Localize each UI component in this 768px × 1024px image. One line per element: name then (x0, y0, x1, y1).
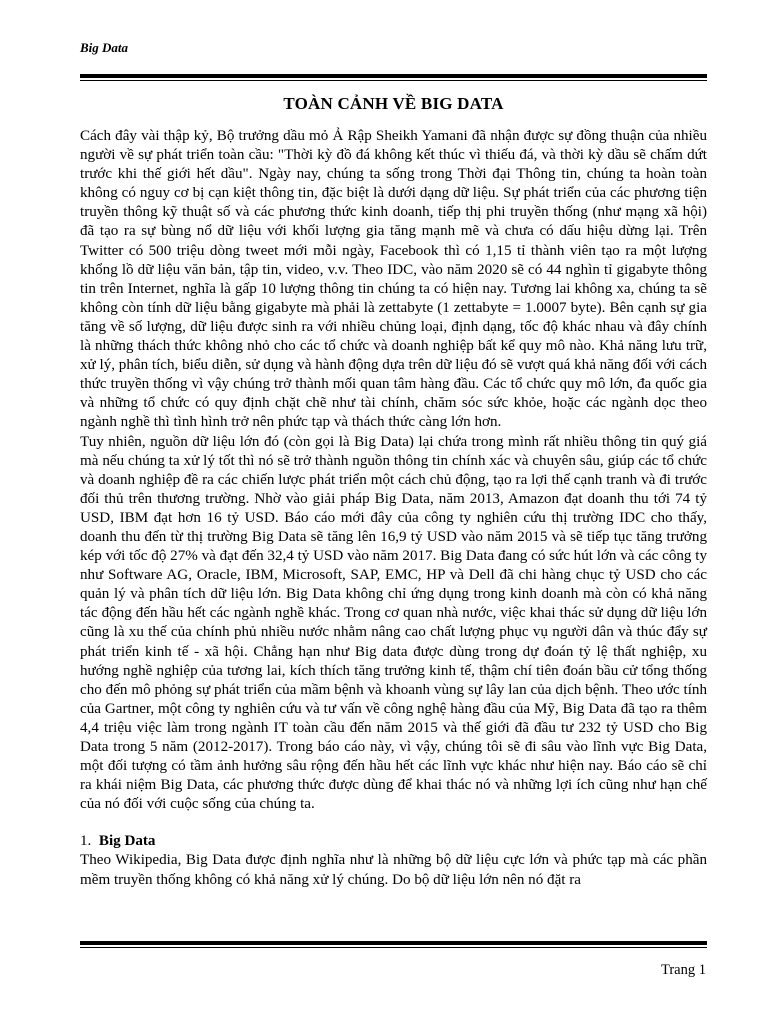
paragraph: Cách đây vài thập kỷ, Bộ trưởng dầu mỏ Ả Rập Sheikh Yamani đã nhận được sự đồng thuận của nhiều người về sự phát triển toàn cầu: "Thời kỳ đồ đá không kết thúc vì thiếu đá, và thời kỳ dầu sẽ chấm dứt trước khi thế giới hết dầu". Ngày nay, chúng ta sống trong Thời đại Thông tin, chúng ta hoàn toàn không có nguy cơ bị cạn kiệt thông tin, đặc biệt là dưới dạng dữ liệu. Sự phát triển của các phương tiện truyền thông kỹ thuật số và các phương thức kinh doanh, tiếp thị phi truyền thống (như mạng xã hội) đã tạo ra sự bùng nổ dữ liệu với khối lượng gia tăng mạnh mẽ và chưa có dấu hiệu dừng lại. Trên Twitter có 500 triệu dòng tweet mới mỗi ngày, Facebook thì có 1,15 tỉ thành viên tạo ra một lượng khổng lồ dữ liệu văn bản, tập tin, video, v.v. Theo IDC, vào năm 2020 sẽ có 44 nghìn tỉ gigabyte thông tin trên Internet, nghĩa là gấp 10 lượng thông tin chúng ta có hiện nay. Tương lai không xa, chúng ta sẽ không còn tính dữ liệu bằng gigabyte mà phải là zettabyte (1 zettabyte = 1.0007 byte). Bên cạnh sự gia tăng về số lượng, dữ liệu được sinh ra với nhiều chủng loại, định dạng, tốc độ khác nhau và đây chính là những thách thức không nhỏ cho các tổ chức và doanh nghiệp bất kể quy mô nào. Khả năng lưu trữ, xử lý, phân tích, biểu diễn, sử dụng và hành động dựa trên dữ liệu đó sẽ vượt quá khả năng đối với cách thức truyền thống vì vậy chúng trở thành mối quan tâm hàng đầu. Các tổ chức quy mô lớn, đa quốc gia và những tổ chức có quy định chặt chẽ như tài chính, chăm sóc sức khỏe, hoặc các ngành dọc theo ngành nghề thì tình hình trở nên phức tạp và thách thức càng lớn hơn. (80, 128, 707, 431)
section-number: 1. (80, 833, 92, 850)
page-number: Trang 1 (661, 962, 706, 978)
paragraph: Tuy nhiên, nguồn dữ liệu lớn đó (còn gọi là Big Data) lại chứa trong mình rất nhiều thông tin quý giá mà nếu chúng ta xử lý tốt thì nó sẽ trở thành nguồn thông tin chính xác và chuyên sâu, giúp các tổ chức và doanh nghiệp đề ra các chiến lược phát triển một cách chủ động, tạo ra lợi thế cạnh tranh và đi trước đối thủ trên thương trường. Nhờ vào giải pháp Big Data, năm 2013, Amazon đạt doanh thu tới 74 tỷ USD, IBM đạt hơn 16 tỷ USD. Báo cáo mới đây của công ty nghiên cứu thị trường IDC cho thấy, doanh thu đến từ thị trường Big Data sẽ tăng lên 16,9 tỷ USD vào năm 2015 và sẽ tiếp tục tăng trưởng kép với tốc độ 27% và đạt đến 32,4 tỷ USD vào năm 2017. Big Data đang có sức hút lớn và các công ty như Software AG, Oracle, IBM, Microsoft, SAP, EMC, HP và Dell đã chi hàng chục tỷ USD cho các quản lý và phân tích dữ liệu lớn. Big Data không chỉ ứng dụng trong kinh doanh mà còn có khả năng tác động đến hầu hết các ngành nghề khác. Trong cơ quan nhà nước, việc khai thác sử dụng dữ liệu lớn cũng là xu thế của chính phủ nhiều nước nhằm nâng cao chất lượng phục vụ người dân và thúc đẩy sự phát triển kinh tế - xã hội. Chẳng hạn như Big data được dùng trong dự đoán tỷ lệ thất nghiệp, xu hướng nghề nghiệp của tương lai, kích thích tăng trưởng kinh tế, thậm chí tiên đoán bầu cử tổng thống cho đến mô phỏng sự phát triển của mầm bệnh và khoanh vùng sự lây lan của dịch bệnh. Theo ước tính của Gartner, một công ty nghiên cứu và tư vấn về công nghệ hàng đầu của Mỹ, Big Data đã tạo ra thêm 4,4 triệu việc làm trong ngành IT toàn cầu đến năm 2015 và thế giới đã đầu tư 232 tỷ USD cho Big Data trong 5 năm (2012-2017). Trong báo cáo này, vì vậy, chúng tôi sẽ đi sâu vào lĩnh vực Big Data, một đối tượng có tầm ảnh hưởng sâu rộng đến hầu hết các lĩnh vực khác như hiện nay. Báo cáo sẽ chỉ ra khái niệm Big Data, các phương thức được dùng để khai thác nó và những lợi ích cũng như hạn chế của nó đối với cuộc sống của chúng ta. (80, 433, 707, 813)
running-header: Big Data (80, 40, 129, 55)
footer-rule (80, 941, 707, 945)
section-text: Theo Wikipedia, Big Data được định nghĩa như là những bộ dữ liệu cực lớn và phức tạp mà các phần mềm truyền thống không có khả năng xử lý chúng. Do bộ dữ liệu lớn nên nó đặt ra (80, 852, 707, 888)
header-rule (80, 74, 707, 78)
document-body (80, 127, 707, 890)
section-heading: Big Data (98, 833, 156, 850)
footer-rule-thin (80, 947, 707, 948)
section-1 (80, 832, 707, 889)
section-heading-line (80, 832, 707, 851)
document-title: TOÀN CẢNH VỀ BIG DATA (283, 94, 504, 113)
header-rule-thin (80, 80, 707, 81)
